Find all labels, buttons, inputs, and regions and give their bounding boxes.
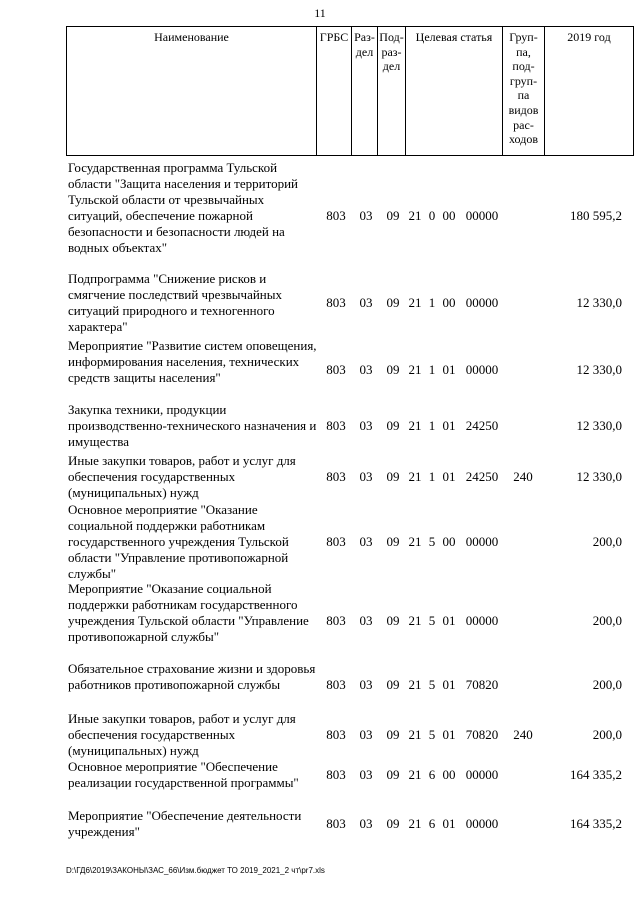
row-t2: 6 xyxy=(428,816,436,831)
row-t2: 1 xyxy=(428,469,436,484)
row-name: Иные закупки товаров, работ и услуг для обеспечения государственных (муниципальных) нужд xyxy=(68,453,296,500)
row-name: Обязательное страхование жизни и здоровья работников противопожарной службы xyxy=(68,661,316,692)
row-name: Мероприятие "Развитие систем оповещения, информирования населения, технических средств защиты населения" xyxy=(68,338,317,385)
row-t4: 70820 xyxy=(465,727,499,742)
row-t1: 21 xyxy=(408,469,422,484)
row-name: Основное мероприятие "Обеспечение реализации государственной программы" xyxy=(68,759,299,790)
row-amount: 200,0 xyxy=(592,534,622,549)
row-amount: 180 595,2 xyxy=(570,208,622,223)
row-t2: 5 xyxy=(428,727,436,742)
row-t4: 00000 xyxy=(465,362,499,377)
row-t2: 6 xyxy=(428,767,436,782)
row-amount: 12 330,0 xyxy=(576,469,622,484)
row-t1: 21 xyxy=(408,677,422,692)
row-t4: 70820 xyxy=(465,677,499,692)
row-name: Основное мероприятие "Оказание социальной поддержки работникам государственного учреждения Тульской области "Управление противопожарной службы" xyxy=(68,502,289,581)
row-grbs: 803 xyxy=(326,613,346,628)
row-podrazdel: 09 xyxy=(386,418,400,433)
header-target: Целевая статья xyxy=(406,27,503,155)
row-amount: 164 335,2 xyxy=(570,767,622,782)
row-podrazdel: 09 xyxy=(386,208,400,223)
row-name: Государственная программа Тульской области "Защита населения и территорий Тульской области от чрезвычайных ситуаций, обеспечение пожарной безопасности и безопасности людей на водных объектах" xyxy=(68,160,298,255)
row-t4: 24250 xyxy=(465,469,499,484)
row-podrazdel: 09 xyxy=(386,677,400,692)
row-group: 240 xyxy=(513,469,533,484)
row-amount: 12 330,0 xyxy=(576,418,622,433)
row-podrazdel: 09 xyxy=(386,469,400,484)
table-header xyxy=(66,26,634,156)
row-grbs: 803 xyxy=(326,469,346,484)
row-grbs: 803 xyxy=(326,362,346,377)
row-t2: 5 xyxy=(428,613,436,628)
row-t3: 00 xyxy=(442,767,456,782)
row-grbs: 803 xyxy=(326,295,346,310)
row-podrazdel: 09 xyxy=(386,362,400,377)
row-t1: 21 xyxy=(408,816,422,831)
row-razdel: 03 xyxy=(359,816,373,831)
row-amount: 12 330,0 xyxy=(576,362,622,377)
row-grbs: 803 xyxy=(326,816,346,831)
row-amount: 200,0 xyxy=(592,613,622,628)
page-number: 11 xyxy=(314,6,326,20)
row-grbs: 803 xyxy=(326,208,346,223)
row-t1: 21 xyxy=(408,362,422,377)
file-path-footer: D:\ГД6\2019\ЗАКОНЫ\ЗАС_66\Изм.бюджет ТО 2019_2021_2 чт\pr7.xls xyxy=(66,866,325,875)
row-name: Мероприятие "Оказание социальной поддержки работникам государственного учреждения Тульской области "Управление противопожарной службы" xyxy=(68,581,309,644)
row-grbs: 803 xyxy=(326,727,346,742)
row-t1: 21 xyxy=(408,418,422,433)
row-t4: 00000 xyxy=(465,816,499,831)
row-name: Иные закупки товаров, работ и услуг для обеспечения государственных (муниципальных) нужд xyxy=(68,711,296,758)
row-podrazdel: 09 xyxy=(386,534,400,549)
row-t2: 5 xyxy=(428,534,436,549)
header-razdel: Раз- дел xyxy=(352,27,378,155)
header-group: Груп- па, под- груп- па видов рас- ходов xyxy=(503,27,545,155)
row-grbs: 803 xyxy=(326,534,346,549)
row-grbs: 803 xyxy=(326,677,346,692)
row-t2: 0 xyxy=(428,208,436,223)
row-razdel: 03 xyxy=(359,362,373,377)
row-razdel: 03 xyxy=(359,418,373,433)
row-t2: 1 xyxy=(428,418,436,433)
row-razdel: 03 xyxy=(359,208,373,223)
row-name: Подпрограмма "Снижение рисков и смягчение последствий чрезвычайных ситуаций природного и техногенного характера" xyxy=(68,271,282,334)
row-t1: 21 xyxy=(408,613,422,628)
row-t1: 21 xyxy=(408,727,422,742)
row-razdel: 03 xyxy=(359,677,373,692)
row-t3: 00 xyxy=(442,534,456,549)
header-year: 2019 год xyxy=(567,30,611,44)
row-t2: 1 xyxy=(428,295,436,310)
row-amount: 12 330,0 xyxy=(576,295,622,310)
row-grbs: 803 xyxy=(326,418,346,433)
row-podrazdel: 09 xyxy=(386,767,400,782)
row-grbs: 803 xyxy=(326,767,346,782)
row-podrazdel: 09 xyxy=(386,613,400,628)
header-podrazdel: Под- раз- дел xyxy=(378,27,406,155)
row-t3: 01 xyxy=(442,613,456,628)
row-t4: 00000 xyxy=(465,767,499,782)
row-amount: 164 335,2 xyxy=(570,816,622,831)
row-t4: 00000 xyxy=(465,613,499,628)
row-t3: 00 xyxy=(442,295,456,310)
row-t3: 01 xyxy=(442,469,456,484)
row-amount: 200,0 xyxy=(592,727,622,742)
row-razdel: 03 xyxy=(359,727,373,742)
row-t4: 00000 xyxy=(465,534,499,549)
row-razdel: 03 xyxy=(359,767,373,782)
row-group: 240 xyxy=(513,727,533,742)
row-razdel: 03 xyxy=(359,295,373,310)
row-razdel: 03 xyxy=(359,613,373,628)
row-t4: 00000 xyxy=(465,208,499,223)
row-t3: 01 xyxy=(442,362,456,377)
row-t4: 24250 xyxy=(465,418,499,433)
row-name: Закупка техники, продукции производственно-технического назначения и имущества xyxy=(68,402,317,449)
row-t2: 1 xyxy=(428,362,436,377)
row-amount: 200,0 xyxy=(592,677,622,692)
row-t1: 21 xyxy=(408,295,422,310)
row-t3: 01 xyxy=(442,816,456,831)
row-t3: 01 xyxy=(442,727,456,742)
row-podrazdel: 09 xyxy=(386,816,400,831)
row-razdel: 03 xyxy=(359,534,373,549)
row-t3: 01 xyxy=(442,677,456,692)
row-podrazdel: 09 xyxy=(386,295,400,310)
row-t1: 21 xyxy=(408,767,422,782)
row-name: Мероприятие "Обеспечение деятельности учреждения" xyxy=(68,808,302,839)
row-razdel: 03 xyxy=(359,469,373,484)
row-t3: 01 xyxy=(442,418,456,433)
row-t1: 21 xyxy=(408,534,422,549)
row-t2: 5 xyxy=(428,677,436,692)
row-t1: 21 xyxy=(408,208,422,223)
row-podrazdel: 09 xyxy=(386,727,400,742)
row-t3: 00 xyxy=(442,208,456,223)
header-name: Наименование xyxy=(67,27,317,155)
header-grbs: ГРБС xyxy=(317,27,352,155)
row-t4: 00000 xyxy=(465,295,499,310)
